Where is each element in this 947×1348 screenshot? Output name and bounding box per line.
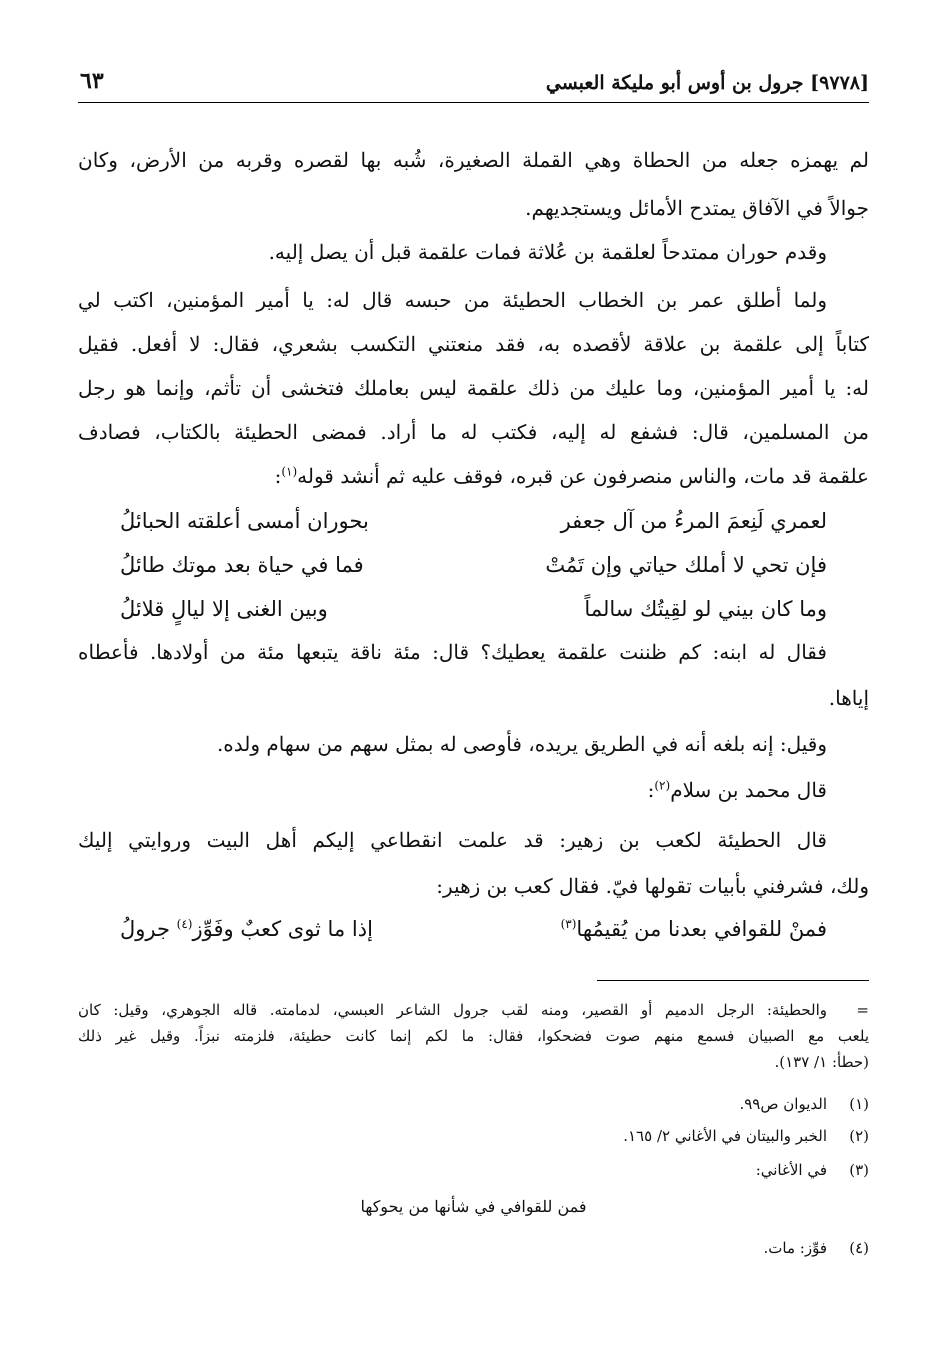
verse-second-hemistich: فما في حياة بعد موتك طائلُ bbox=[120, 553, 364, 577]
footnote-text: في الأغاني: bbox=[755, 1161, 827, 1179]
footnote-ref: (٣) bbox=[560, 917, 577, 931]
footnote-number: (٤) bbox=[849, 1239, 869, 1257]
verse-text: فمنْ للقوافي بعدنا من يُقيمُها bbox=[576, 917, 827, 941]
paragraph-line: قال الحطيئة لكعب بن زهير: قد علمت انقطاعي إليكم أهل البيت وروايتي إليك bbox=[78, 828, 827, 852]
paragraph-line: ولما أطلق عمر بن الخطاب الحطيئة من حبسه قال له: يا أمير المؤمنين، اكتب لي bbox=[78, 288, 827, 312]
page-number: ٦٣ bbox=[80, 68, 104, 94]
verse-second-hemistich: بحوران أمسى أعلقته الحبائلُ bbox=[120, 509, 369, 533]
footnote-ref: (٢) bbox=[654, 778, 671, 793]
paragraph-line: كتاباً إلى علقمة بن علاقة لأقصده به، فقد منعتني التكسب بشعري، فقال: لا أفعل. فقيل bbox=[78, 332, 869, 356]
footnote-number: (٣) bbox=[849, 1161, 869, 1179]
paragraph-line bbox=[78, 464, 869, 488]
line-text: قال محمد بن سلام bbox=[670, 778, 827, 802]
footnote-text: فوِّز: مات. bbox=[763, 1239, 827, 1257]
verse-first-hemistich: وما كان بيني لو لقِيتُك سالماً bbox=[584, 597, 827, 621]
paragraph-line: ولك، فشرفني بأبيات تقولها فيّ. فقال كعب بن زهير: bbox=[436, 874, 869, 898]
paragraph-line: جوالاً في الآفاق يمتدح الأمائل ويستجديهم. bbox=[525, 196, 869, 220]
footnote-text: الخبر والبيتان في الأغاني ٢/ ١٦٥. bbox=[623, 1127, 827, 1145]
paragraph-line: وقدم حوران ممتدحاً لعلقمة بن عُلاثة فمات علقمة قبل أن يصل إليه. bbox=[268, 240, 827, 264]
paragraph-line bbox=[78, 778, 827, 802]
verse-first-hemistich bbox=[561, 916, 827, 942]
continuation-marker: = bbox=[856, 1001, 869, 1019]
footnote-number: (١) bbox=[849, 1095, 869, 1113]
chapter-title: [٩٧٧٨] جرول بن أوس أبو مليكة العبسي bbox=[545, 72, 869, 94]
footnote-line: والحطيئة: الرجل الدميم أو القصير، ومنه لقب جرول الشاعر العبسي، لدمامته. قاله الجوهري، وقيل: كان bbox=[78, 1001, 827, 1019]
paragraph-line: لم يهمزه جعله من الحطاة وهي القملة الصغيرة، شُبه بها لقصره وقربه من الأرض، وكان bbox=[78, 148, 869, 172]
paragraph-line: فقال له ابنه: كم ظننت علقمة يعطيك؟ قال: مئة ناقة يتبعها مئة من أولادها. فأعطاه bbox=[78, 640, 827, 664]
footnote-number: (٢) bbox=[849, 1127, 869, 1145]
footnote-text: الديوان ص٩٩. bbox=[739, 1095, 827, 1113]
verse-text: جرولُ bbox=[120, 917, 177, 941]
paragraph-line: من المسلمين، قال: فشفع له إليه، فكتب له ما أراد. فمضى الحطيئة بالكتاب، فصادف bbox=[78, 420, 869, 444]
footnote-ref: (٤) bbox=[176, 917, 193, 931]
verse-text: إذا ما ثوى كعبٌ وفَوِّز bbox=[192, 917, 373, 941]
verse-second-hemistich: وبين الغنى إلا ليالٍ قلائلُ bbox=[120, 597, 328, 621]
verse-first-hemistich: لعمري لَنِعمَ المرءُ من آل جعفر bbox=[560, 509, 827, 533]
verse-second-hemistich bbox=[120, 916, 373, 942]
footnote-verse: فمن للقوافي في شأنها من يحوكها bbox=[360, 1197, 587, 1216]
verse-first-hemistich: فإن تحي لا أملك حياتي وإن تَمُتْ bbox=[545, 553, 827, 577]
footnote-line: يلعب مع الصبيان فسمع منهم صوت فضحكوا، فقال: ما لكم إنما كانت حطيئة، فلزمته نبزاً. وقيل غير ذلك bbox=[78, 1027, 869, 1045]
line-text: علقمة قد مات، والناس منصرفون عن قبره، فوقف عليه ثم أنشد قوله bbox=[297, 464, 869, 488]
punctuation: : bbox=[274, 464, 282, 488]
footnote-ref: (١) bbox=[281, 464, 298, 479]
paragraph-line: إياها. bbox=[828, 686, 869, 710]
paragraph-line: له: يا أمير المؤمنين، وما عليك من ذلك علقمة ليس بعاملك فتخشى أن تأثم، وإنما هو رجل bbox=[78, 376, 869, 400]
punctuation: : bbox=[647, 778, 655, 802]
running-header bbox=[78, 62, 869, 103]
paragraph-line: وقيل: إنه بلغه أنه في الطريق يريده، فأوصى له بمثل سهم من سهام ولده. bbox=[216, 732, 827, 756]
footnote-separator bbox=[597, 980, 869, 981]
footnote-line: (حطأ: ١/ ١٣٧). bbox=[774, 1053, 869, 1071]
